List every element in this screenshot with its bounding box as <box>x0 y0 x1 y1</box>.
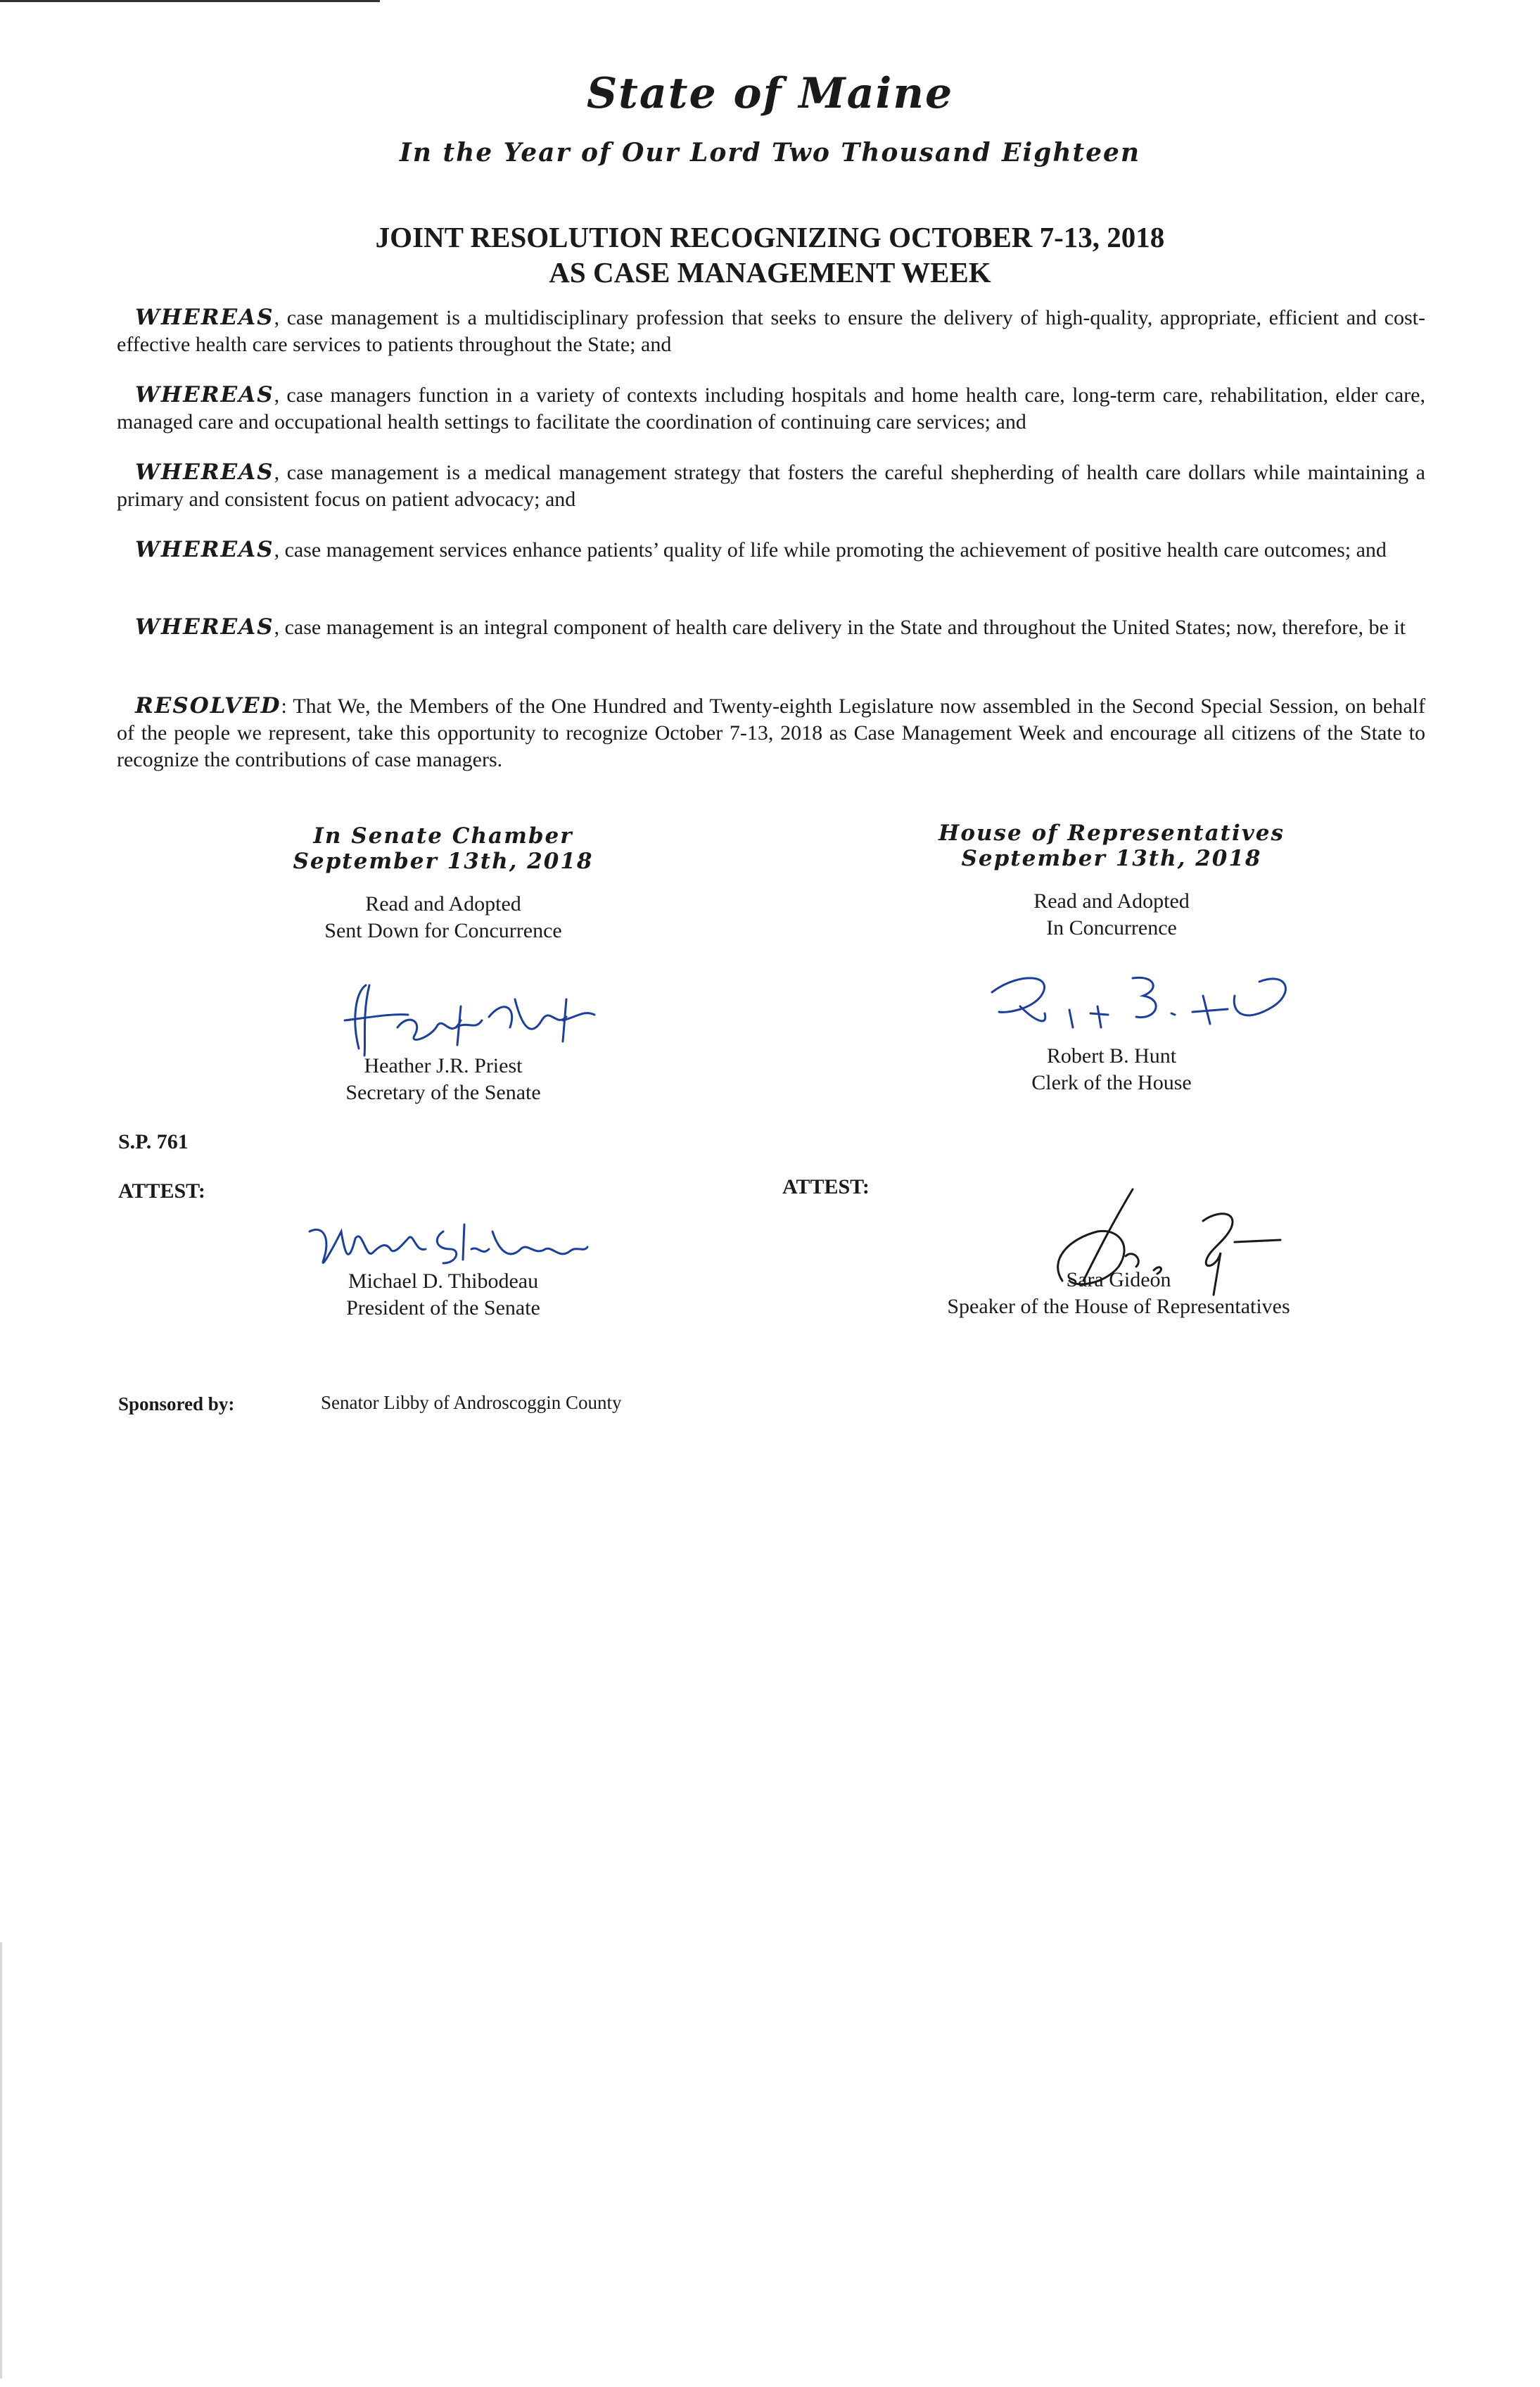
senate-president-name: Michael D. Thibodeau <box>348 1270 539 1293</box>
whereas-text: , case management services enhance patients’ quality of life while promoting the achievement of positive health care outcomes; and <box>274 538 1387 562</box>
whereas-paragraph-5 <box>117 614 1425 641</box>
whereas-text: , case managers function in a variety of contexts including hospitals and home health care, long-term care, rehabilitation, elder care, managed care and occupational health settings to facilitate the coordination of continuing care services; and <box>117 384 1425 433</box>
house-signer-name: Robert B. Hunt <box>1046 1044 1177 1068</box>
house-chamber-heading: House of Representatives <box>938 821 1285 846</box>
resolution-title-line-1: JOINT RESOLUTION RECOGNIZING OCTOBER 7-13, 2018 <box>375 221 1165 253</box>
house-action-concurrence: In Concurrence <box>1046 916 1177 939</box>
house-action-read: Read and Adopted <box>1033 889 1190 913</box>
house-date: September 13th, 2018 <box>961 846 1262 871</box>
senate-chamber-block <box>267 823 619 944</box>
whereas-lead: WHEREAS <box>135 614 274 640</box>
sponsor-label: Sponsored by: <box>118 1393 235 1414</box>
senate-chamber-heading: In Senate Chamber <box>313 823 573 849</box>
whereas-paragraph-4 <box>117 536 1425 564</box>
sponsor-text: Senator Libby of Androscoggin County <box>321 1392 622 1413</box>
attest-label-right: ATTEST: <box>782 1175 870 1198</box>
bill-number: S.P. 761 <box>118 1130 189 1153</box>
resolution-title-line-2: AS CASE MANAGEMENT WEEK <box>549 256 991 289</box>
house-speaker-title: Speaker of the House of Representatives <box>947 1295 1290 1318</box>
senate-president-block <box>267 1268 619 1322</box>
attest-label-left: ATTEST: <box>118 1179 205 1203</box>
whereas-lead: WHEREAS <box>135 537 274 562</box>
whereas-text: , case management is a medical management strategy that fosters the careful shepherding of health care dollars while maintaining a primary and consistent focus on patient advocacy; and <box>117 461 1425 511</box>
senate-signer-block <box>267 1053 619 1106</box>
whereas-lead: WHEREAS <box>135 305 274 330</box>
senate-president-title: President of the Senate <box>346 1296 540 1319</box>
house-clerk-signature <box>978 957 1302 1041</box>
whereas-text: , case management is an integral component of health care delivery in the State and throughout the United States; now, therefore, be it <box>274 616 1406 639</box>
whereas-text: , case management is a multidisciplinary profession that seeks to ensure the delivery of high-quality, appropriate, efficient and cost-effective health care services to patients throughout the State; and <box>117 306 1425 356</box>
resolved-text: : That We, the Members of the One Hundred and Twenty-eighth Legislature now assembled in the Second Special Session, on behalf of the people we represent, take this opportunity to recognize October 7-13, 2018 as Case Management Week and encourage all citizens of the State to recognize the contributions of case managers. <box>117 695 1425 771</box>
state-title: State of Maine <box>586 69 954 118</box>
scan-edge-left <box>0 1942 2 2379</box>
whereas-paragraph-2 <box>117 381 1425 436</box>
whereas-paragraph-1 <box>117 304 1425 358</box>
house-chamber-block <box>936 821 1287 942</box>
year-line: In the Year of Our Lord Two Thousand Eighteen <box>399 138 1141 167</box>
house-speaker-block <box>908 1267 1330 1320</box>
resolved-lead: RESOLVED <box>135 693 281 718</box>
senate-signer-name: Heather J.R. Priest <box>364 1054 523 1077</box>
house-signer-title: Clerk of the House <box>1031 1071 1192 1094</box>
house-signer-block <box>936 1043 1287 1096</box>
senate-signer-title: Secretary of the Senate <box>345 1081 541 1104</box>
whereas-paragraph-3 <box>117 459 1425 513</box>
whereas-lead: WHEREAS <box>135 460 274 485</box>
resolved-paragraph <box>117 692 1425 773</box>
scan-edge-top <box>0 0 380 2</box>
senate-action-sent: Sent Down for Concurrence <box>324 919 562 942</box>
resolution-title <box>0 220 1540 290</box>
senate-date: September 13th, 2018 <box>293 849 594 874</box>
house-speaker-name: Sara Gideon <box>1066 1268 1171 1291</box>
whereas-lead: WHEREAS <box>135 382 274 407</box>
senate-action-read: Read and Adopted <box>365 892 521 916</box>
